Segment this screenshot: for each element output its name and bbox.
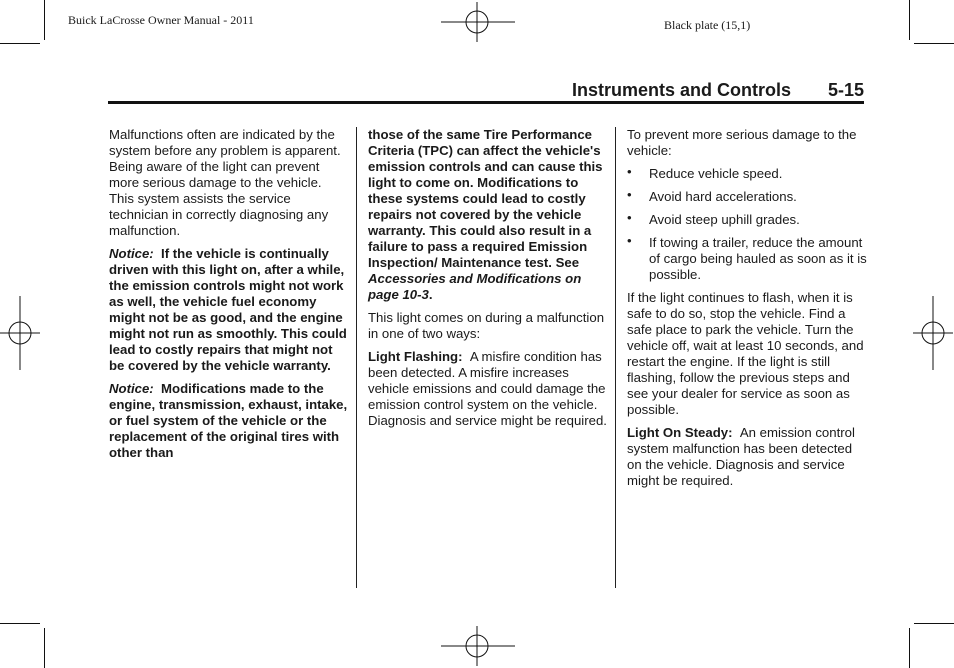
column-3 [627, 127, 867, 496]
notice-continuation [368, 127, 610, 303]
bullet-icon: • [627, 187, 632, 202]
page-number: 5-15 [828, 80, 865, 100]
plate-label: Black plate (15,1) [664, 18, 751, 32]
manual-title: Buick LaCrosse Owner Manual - 2011 [68, 13, 254, 27]
crop-mark [0, 43, 40, 44]
light-steady-paragraph [627, 425, 867, 489]
column-2 [368, 127, 610, 436]
list-item-text: If towing a trailer, reduce the amount of cargo being hauled as soon as it is possible. [649, 235, 867, 282]
paragraph: If the light continues to flash, when it is safe to do so, stop the vehicle. Find a safe place to park the vehicle. Turn the vehicle off, wait at least 10 seconds, and restart the engine. If the light is still flashing, follow the previous steps and see your dealer for service as soon as possible. [627, 290, 864, 417]
registration-mark-right-icon [913, 296, 953, 370]
light-steady-label: Light On Steady: [627, 425, 733, 440]
crop-mark [909, 628, 910, 668]
bullet-icon: • [627, 210, 632, 225]
list-item-text: Avoid steep uphill grades. [649, 212, 800, 227]
section-title: Instruments and Controls [572, 80, 792, 100]
column-divider [356, 127, 357, 588]
crop-mark [44, 628, 45, 668]
bullet-list [627, 166, 867, 283]
header-rule [108, 101, 864, 104]
registration-mark-top-icon [441, 2, 515, 42]
paragraph: Malfunctions often are indicated by the system before any problem is apparent. Being aware of the light can prevent more serious damage to the vehicle. This system assists the service technician in correctly diagnosing any malfunction. [109, 127, 341, 238]
list-item [627, 212, 867, 228]
list-item [627, 166, 867, 182]
bullet-icon: • [627, 233, 632, 248]
notice-paragraph [109, 381, 349, 461]
light-steady-text: An emission control system malfunction has been detected on the vehicle. Diagnosis and service might be required. [627, 425, 855, 488]
light-flashing-label: Light Flashing: [368, 349, 463, 364]
paragraph: To prevent more serious damage to the vehicle: [627, 127, 857, 158]
crop-mark [914, 43, 954, 44]
notice-text: those of the same Tire Performance Criteria (TPC) can affect the vehicle's emission controls and can cause this light to come on. Modifications to these systems could lead to costly repairs not covered by the vehicle warranty. This could also result in a failure to pass a required Emission Inspection/ Maintenance test. See [368, 127, 603, 270]
registration-mark-left-icon [0, 296, 40, 370]
notice-label: Notice: [109, 381, 154, 396]
notice-text-end: . [428, 287, 433, 302]
notice-text: Modifications made to the engine, transmission, exhaust, intake, or fuel system of the vehicle or the replacement of the original tires with other than [109, 381, 348, 460]
light-flashing-text: A misfire condition has been detected. A misfire increases vehicle emissions and could damage the emission control system on the vehicle. Diagnosis and service might be required. [368, 349, 607, 428]
list-item-text: Avoid hard accelerations. [649, 189, 797, 204]
crop-mark [0, 623, 40, 624]
list-item [627, 235, 867, 283]
notice-text: If the vehicle is continually driven with this light on, after a while, the emission controls might not work as well, the vehicle fuel economy might not be as good, and the engine might not run as smoothly. This could lead to costly repairs that might not be covered by the vehicle warranty. [109, 246, 347, 373]
crop-mark [914, 623, 954, 624]
registration-mark-bottom-icon [441, 626, 515, 666]
list-item-text: Reduce vehicle speed. [649, 166, 783, 181]
list-item [627, 189, 867, 205]
crop-mark [909, 0, 910, 40]
column-1 [109, 127, 349, 468]
light-flashing-paragraph [368, 349, 610, 429]
bullet-icon: • [627, 164, 632, 179]
cross-reference-link[interactable]: Accessories and Modifications on page 10-3 [368, 271, 582, 302]
paragraph: This light comes on during a malfunction in one of two ways: [368, 310, 605, 341]
notice-label: Notice: [109, 246, 154, 261]
notice-paragraph [109, 246, 349, 374]
column-divider [615, 127, 616, 588]
crop-mark [44, 0, 45, 40]
